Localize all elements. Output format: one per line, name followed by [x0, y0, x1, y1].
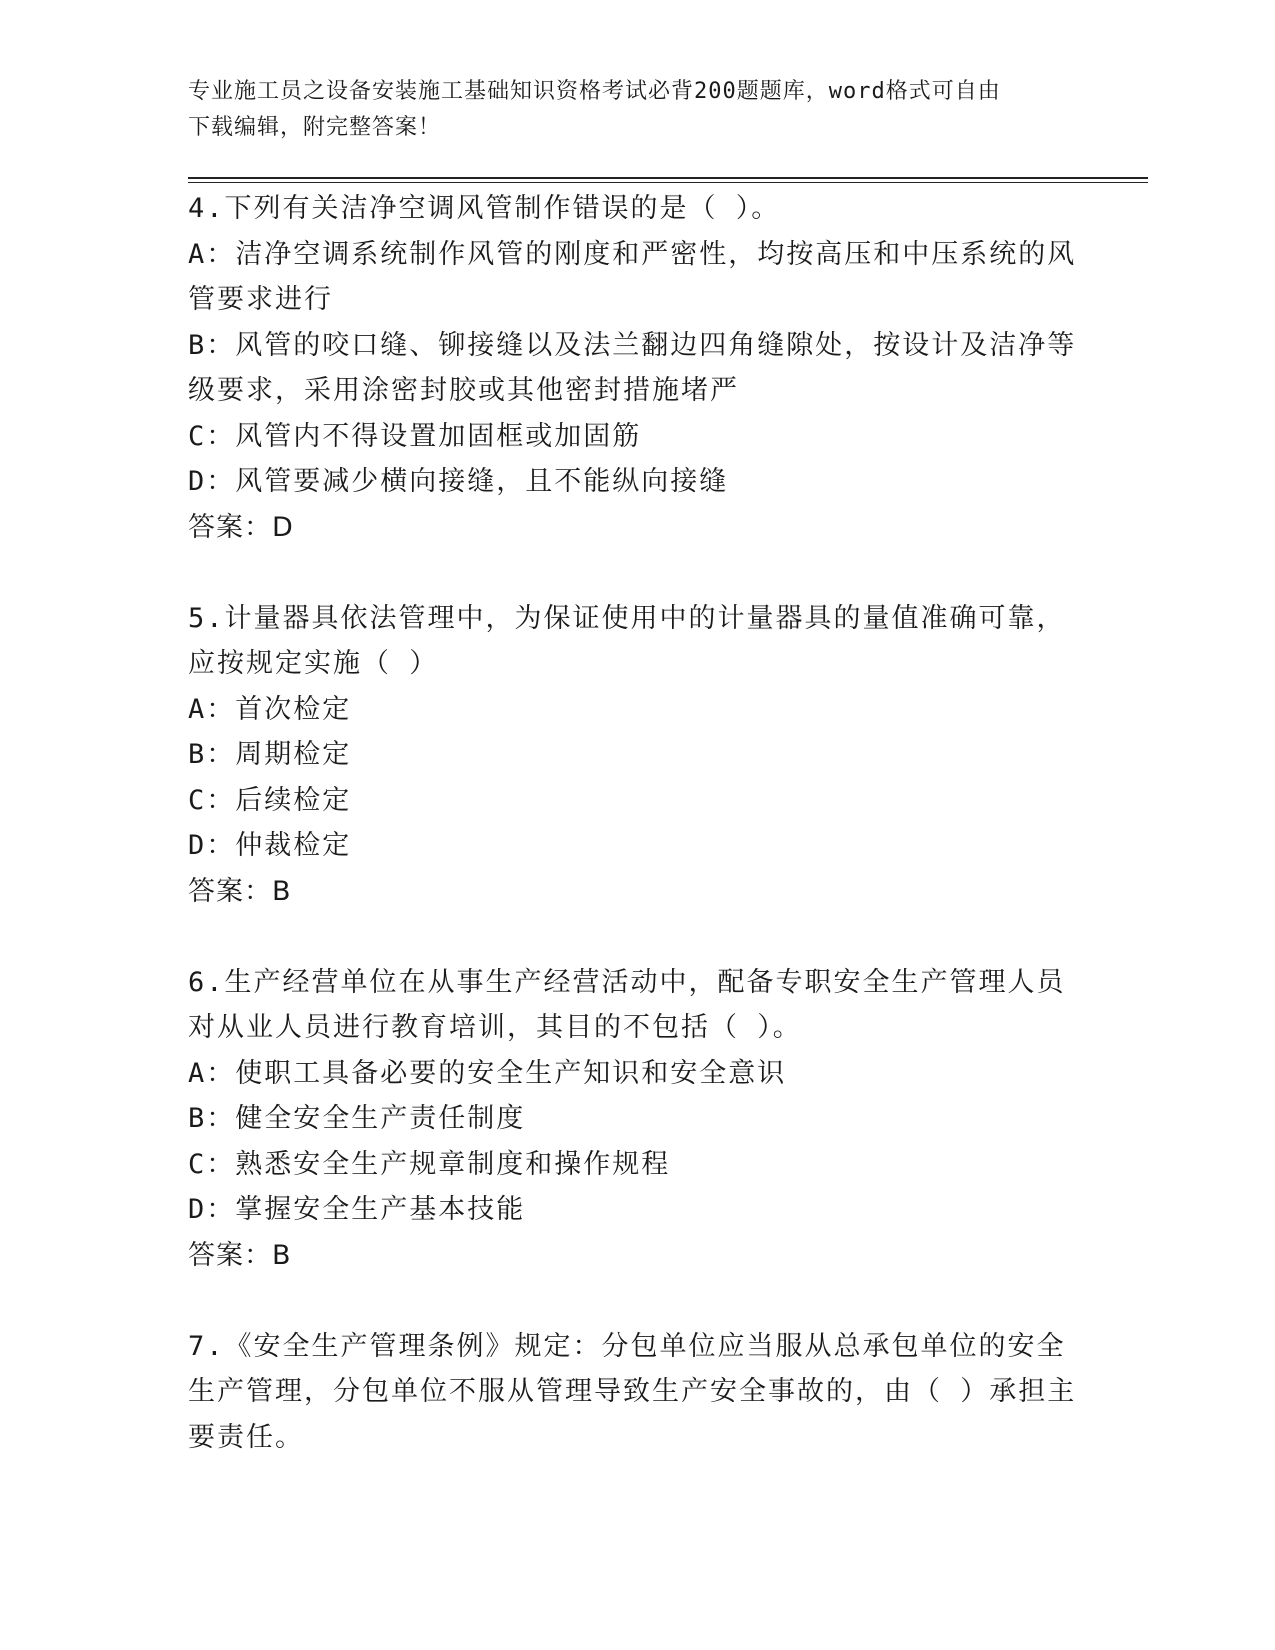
- document-header: [188, 74, 1088, 146]
- option-line: 管要求进行: [188, 284, 333, 315]
- question-stem-line: 生产管理，分包单位不服从管理导致生产安全事故的，由（ ）承担主: [188, 1376, 1077, 1407]
- header-rule-thick: [188, 177, 1148, 179]
- option-line: A：洁净空调系统制作风管的刚度和严密性，均按高压和中压系统的风: [188, 238, 1077, 270]
- question-list: [188, 186, 1078, 1460]
- option-line: D：掌握安全生产基本技能: [188, 1194, 526, 1225]
- option-line: C：后续检定: [188, 784, 352, 816]
- question-block: [188, 186, 1078, 550]
- option-line: B：健全安全生产责任制度: [188, 1103, 526, 1134]
- header-rule-thin: [188, 182, 1148, 183]
- question-stem-line: 4.下列有关洁净空调风管制作错误的是（ ）。: [188, 193, 781, 224]
- question-stem-line: 7.《安全生产管理条例》规定：分包单位应当服从总承包单位的安全: [188, 1330, 1066, 1362]
- option-line: C：熟悉安全生产规章制度和操作规程: [188, 1148, 671, 1180]
- option-line: D：风管要减少横向接缝，且不能纵向接缝: [188, 466, 729, 497]
- question-stem-line: 6.生产经营单位在从事生产经营活动中，配备专职安全生产管理人员: [188, 966, 1066, 998]
- option-line: D：仲裁检定: [188, 830, 352, 861]
- option-line: 级要求，采用涂密封胶或其他密封措施堵严: [188, 375, 739, 406]
- question-block: [188, 596, 1078, 915]
- header-line-1: 专业施工员之设备安装施工基础知识资格考试必背200题题库，word格式可自由: [188, 79, 1001, 104]
- option-line: C：风管内不得设置加固框或加固筋: [188, 420, 642, 452]
- answer-line: 答案：B: [188, 1239, 292, 1271]
- question-stem-line: 应按规定实施（ ）: [188, 648, 439, 679]
- header-line-2: 下载编辑，附完整答案！: [188, 115, 442, 140]
- question-block: [188, 960, 1078, 1279]
- option-line: B：风管的咬口缝、铆接缝以及法兰翻边四角缝隙处，按设计及洁净等: [188, 329, 1077, 361]
- answer-line: 答案：B: [188, 875, 292, 907]
- question-stem-line: 要责任。: [188, 1421, 304, 1453]
- option-line: A：首次检定: [188, 693, 352, 725]
- question-stem-line: 对从业人员进行教育培训，其目的不包括（ ）。: [188, 1012, 802, 1043]
- question-block: [188, 1324, 1078, 1461]
- question-stem-line: 5.计量器具依法管理中，为保证使用中的计量器具的量值准确可靠，: [188, 602, 1066, 634]
- option-line: A：使职工具备必要的安全生产知识和安全意识: [188, 1057, 787, 1089]
- option-line: B：周期检定: [188, 739, 352, 770]
- answer-line: 答案：D: [188, 511, 294, 543]
